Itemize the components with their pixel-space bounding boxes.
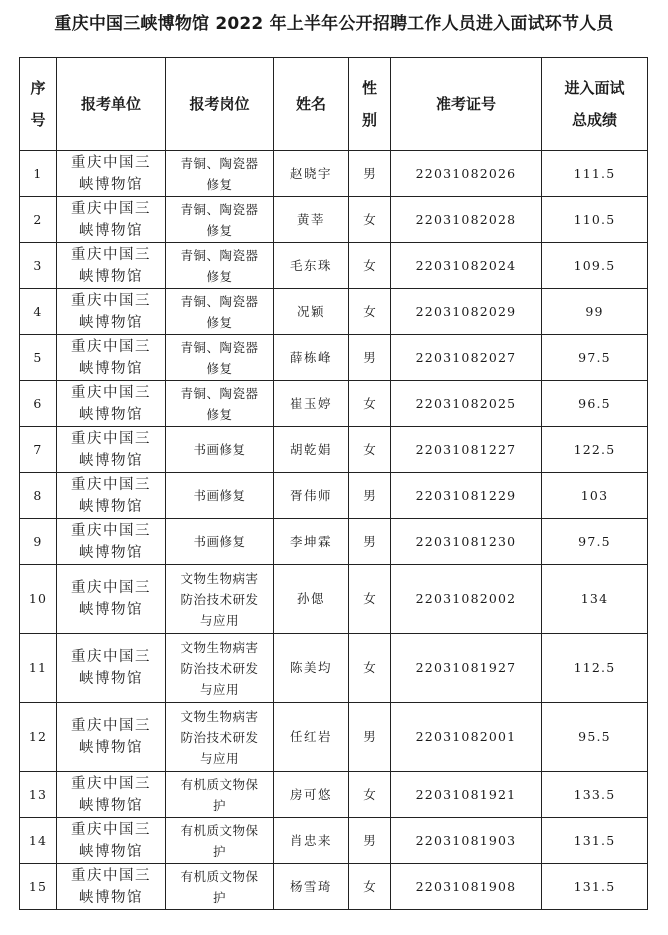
cell-score: 112.5 bbox=[542, 634, 648, 703]
table-row bbox=[20, 335, 648, 381]
cell-no: 7 bbox=[20, 427, 57, 473]
cell-exam-id: 22031081903 bbox=[391, 818, 542, 864]
cell-gender: 女 bbox=[349, 634, 391, 703]
cell-no: 5 bbox=[20, 335, 57, 381]
cell-no: 8 bbox=[20, 473, 57, 519]
table-row bbox=[20, 703, 648, 772]
cell-exam-id: 22031082025 bbox=[391, 381, 542, 427]
cell-post: 有机质文物保 护 bbox=[166, 818, 274, 864]
cell-gender: 女 bbox=[349, 381, 391, 427]
header-no: 序 号 bbox=[20, 58, 57, 151]
header-score: 进入面试 总成绩 bbox=[542, 58, 648, 151]
cell-score: 99 bbox=[542, 289, 648, 335]
cell-no: 11 bbox=[20, 634, 57, 703]
table-row bbox=[20, 772, 648, 818]
cell-unit: 重庆中国三 峡博物馆 bbox=[57, 772, 166, 818]
cell-exam-id: 22031082024 bbox=[391, 243, 542, 289]
table-row bbox=[20, 634, 648, 703]
cell-exam-id: 22031081921 bbox=[391, 772, 542, 818]
cell-post: 青铜、陶瓷器 修复 bbox=[166, 335, 274, 381]
header-post: 报考岗位 bbox=[166, 58, 274, 151]
cell-post: 青铜、陶瓷器 修复 bbox=[166, 197, 274, 243]
cell-name: 孙偲 bbox=[274, 565, 349, 634]
cell-gender: 女 bbox=[349, 565, 391, 634]
cell-gender: 男 bbox=[349, 703, 391, 772]
cell-exam-id: 22031082029 bbox=[391, 289, 542, 335]
table-row bbox=[20, 289, 648, 335]
cell-name: 胡乾娟 bbox=[274, 427, 349, 473]
cell-gender: 女 bbox=[349, 864, 391, 910]
page-title: 重庆中国三峡博物馆 2022 年上半年公开招聘工作人员进入面试环节人员 bbox=[54, 14, 614, 34]
cell-gender: 女 bbox=[349, 243, 391, 289]
cell-post: 文物生物病害 防治技术研发 与应用 bbox=[166, 565, 274, 634]
cell-unit: 重庆中国三 峡博物馆 bbox=[57, 335, 166, 381]
cell-gender: 女 bbox=[349, 289, 391, 335]
cell-score: 97.5 bbox=[542, 335, 648, 381]
table-row bbox=[20, 427, 648, 473]
cell-exam-id: 22031081229 bbox=[391, 473, 542, 519]
cell-gender: 男 bbox=[349, 151, 391, 197]
cell-no: 10 bbox=[20, 565, 57, 634]
table-row bbox=[20, 519, 648, 565]
cell-exam-id: 22031081227 bbox=[391, 427, 542, 473]
table-row bbox=[20, 243, 648, 289]
cell-post: 青铜、陶瓷器 修复 bbox=[166, 151, 274, 197]
cell-no: 4 bbox=[20, 289, 57, 335]
cell-unit: 重庆中国三 峡博物馆 bbox=[57, 818, 166, 864]
cell-no: 15 bbox=[20, 864, 57, 910]
cell-name: 房可悠 bbox=[274, 772, 349, 818]
cell-post: 书画修复 bbox=[166, 519, 274, 565]
cell-post: 有机质文物保 护 bbox=[166, 864, 274, 910]
cell-post: 青铜、陶瓷器 修复 bbox=[166, 289, 274, 335]
table-row bbox=[20, 473, 648, 519]
cell-no: 13 bbox=[20, 772, 57, 818]
cell-name: 赵晓宇 bbox=[274, 151, 349, 197]
cell-unit: 重庆中国三 峡博物馆 bbox=[57, 634, 166, 703]
cell-no: 3 bbox=[20, 243, 57, 289]
cell-unit: 重庆中国三 峡博物馆 bbox=[57, 565, 166, 634]
cell-no: 1 bbox=[20, 151, 57, 197]
header-exam-id: 准考证号 bbox=[391, 58, 542, 151]
cell-exam-id: 22031081230 bbox=[391, 519, 542, 565]
cell-gender: 男 bbox=[349, 335, 391, 381]
cell-unit: 重庆中国三 峡博物馆 bbox=[57, 427, 166, 473]
cell-score: 110.5 bbox=[542, 197, 648, 243]
table-row bbox=[20, 151, 648, 197]
cell-post: 文物生物病害 防治技术研发 与应用 bbox=[166, 703, 274, 772]
cell-score: 97.5 bbox=[542, 519, 648, 565]
cell-gender: 男 bbox=[349, 519, 391, 565]
cell-name: 任红岩 bbox=[274, 703, 349, 772]
cell-exam-id: 22031082026 bbox=[391, 151, 542, 197]
cell-post: 有机质文物保 护 bbox=[166, 772, 274, 818]
cell-post: 书画修复 bbox=[166, 427, 274, 473]
cell-name: 况颖 bbox=[274, 289, 349, 335]
cell-unit: 重庆中国三 峡博物馆 bbox=[57, 197, 166, 243]
cell-score: 95.5 bbox=[542, 703, 648, 772]
cell-exam-id: 22031082002 bbox=[391, 565, 542, 634]
cell-score: 134 bbox=[542, 565, 648, 634]
cell-gender: 女 bbox=[349, 772, 391, 818]
cell-no: 2 bbox=[20, 197, 57, 243]
cell-post: 青铜、陶瓷器 修复 bbox=[166, 243, 274, 289]
cell-post: 书画修复 bbox=[166, 473, 274, 519]
cell-unit: 重庆中国三 峡博物馆 bbox=[57, 519, 166, 565]
cell-unit: 重庆中国三 峡博物馆 bbox=[57, 864, 166, 910]
cell-exam-id: 22031082001 bbox=[391, 703, 542, 772]
cell-no: 12 bbox=[20, 703, 57, 772]
table-row bbox=[20, 197, 648, 243]
cell-score: 109.5 bbox=[542, 243, 648, 289]
cell-exam-id: 22031081908 bbox=[391, 864, 542, 910]
cell-unit: 重庆中国三 峡博物馆 bbox=[57, 243, 166, 289]
cell-exam-id: 22031082027 bbox=[391, 335, 542, 381]
cell-score: 103 bbox=[542, 473, 648, 519]
header-gender: 性 别 bbox=[349, 58, 391, 151]
cell-unit: 重庆中国三 峡博物馆 bbox=[57, 703, 166, 772]
cell-score: 111.5 bbox=[542, 151, 648, 197]
cell-name: 胥伟师 bbox=[274, 473, 349, 519]
cell-gender: 男 bbox=[349, 473, 391, 519]
cell-unit: 重庆中国三 峡博物馆 bbox=[57, 289, 166, 335]
cell-name: 薛栋峰 bbox=[274, 335, 349, 381]
cell-unit: 重庆中国三 峡博物馆 bbox=[57, 473, 166, 519]
cell-no: 14 bbox=[20, 818, 57, 864]
cell-score: 96.5 bbox=[542, 381, 648, 427]
candidate-table bbox=[19, 57, 648, 910]
cell-exam-id: 22031082028 bbox=[391, 197, 542, 243]
cell-name: 黄莘 bbox=[274, 197, 349, 243]
cell-name: 陈美均 bbox=[274, 634, 349, 703]
cell-unit: 重庆中国三 峡博物馆 bbox=[57, 151, 166, 197]
table-row bbox=[20, 864, 648, 910]
cell-name: 崔玉婷 bbox=[274, 381, 349, 427]
cell-score: 122.5 bbox=[542, 427, 648, 473]
cell-gender: 男 bbox=[349, 818, 391, 864]
cell-gender: 女 bbox=[349, 197, 391, 243]
cell-name: 毛东珠 bbox=[274, 243, 349, 289]
cell-no: 6 bbox=[20, 381, 57, 427]
table-row bbox=[20, 381, 648, 427]
table-row bbox=[20, 565, 648, 634]
cell-score: 131.5 bbox=[542, 864, 648, 910]
cell-post: 青铜、陶瓷器 修复 bbox=[166, 381, 274, 427]
cell-unit: 重庆中国三 峡博物馆 bbox=[57, 381, 166, 427]
cell-gender: 女 bbox=[349, 427, 391, 473]
table-row bbox=[20, 818, 648, 864]
cell-name: 肖忠来 bbox=[274, 818, 349, 864]
cell-score: 133.5 bbox=[542, 772, 648, 818]
cell-post: 文物生物病害 防治技术研发 与应用 bbox=[166, 634, 274, 703]
table-header-row bbox=[20, 58, 648, 151]
cell-no: 9 bbox=[20, 519, 57, 565]
header-name: 姓名 bbox=[274, 58, 349, 151]
header-unit: 报考单位 bbox=[57, 58, 166, 151]
cell-name: 杨雪琦 bbox=[274, 864, 349, 910]
cell-name: 李坤霖 bbox=[274, 519, 349, 565]
cell-score: 131.5 bbox=[542, 818, 648, 864]
cell-exam-id: 22031081927 bbox=[391, 634, 542, 703]
